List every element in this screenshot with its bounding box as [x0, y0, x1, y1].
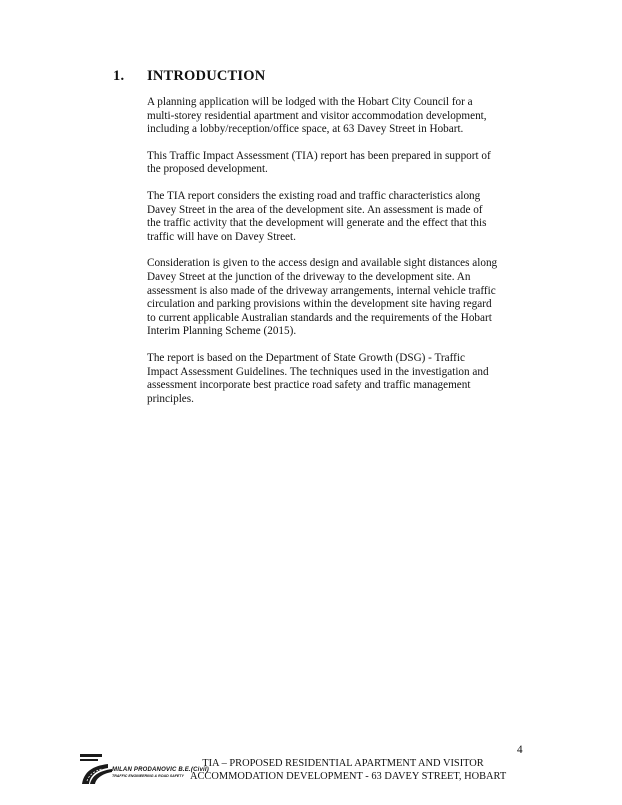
paragraph-line: the traffic activity that the development will generate and the effect that this — [147, 217, 487, 230]
paragraph-line: Impact Assessment Guidelines. The techniques used in the investigation and — [147, 365, 489, 378]
logo-name: MILAN PRODANOVIC B.E.(Civil) — [112, 767, 209, 773]
footer-title-line: ACCOMMODATION DEVELOPMENT - 63 DAVEY STREET, HOBART — [190, 770, 507, 782]
paragraph-line: circulation and parking provisions within the development site having regard — [147, 298, 492, 311]
paragraph-line: Interim Planning Scheme (2015). — [147, 325, 297, 338]
paragraph-line: traffic will have on Davey Street. — [147, 230, 296, 243]
section-number: 1. — [113, 68, 125, 84]
footer-title — [190, 758, 507, 783]
paragraph-line: assessment is also made of the driveway arrangements, internal vehicle traffic — [147, 284, 496, 297]
logo-tagline: TRAFFIC ENGINEERING & ROAD SAFETY — [112, 774, 184, 778]
paragraph-line: A planning application will be lodged with the Hobart City Council for a — [147, 96, 473, 108]
section-title: INTRODUCTION — [147, 68, 266, 84]
company-logo — [78, 752, 209, 786]
paragraph — [147, 190, 517, 244]
paragraph-line: Davey Street at the junction of the driveway to the development site. An — [147, 270, 471, 283]
paragraph — [147, 352, 517, 406]
page-number: 4 — [517, 744, 523, 756]
paragraph-line: Consideration is given to the access design and available sight distances along — [147, 257, 498, 270]
paragraph-line: including a lobby/reception/office space, at 63 Davey Street in Hobart. — [147, 123, 464, 136]
paragraph-line: assessment incorporate best practice road safety and traffic management — [147, 379, 471, 392]
paragraph-line: to current applicable Australian standards and the requirements of the Hobart — [147, 311, 492, 324]
paragraph-line: principles. — [147, 392, 194, 405]
paragraph-line: the proposed development. — [147, 163, 268, 176]
paragraph-line: multi-storey residential apartment and visitor accommodation development, — [147, 109, 487, 122]
section-heading — [113, 68, 265, 85]
paragraph-line: This Traffic Impact Assessment (TIA) report has been prepared in support of — [147, 149, 491, 162]
footer-title-line: TIA – PROPOSED RESIDENTIAL APARTMENT AND VISITOR — [202, 758, 484, 769]
paragraph-line: The TIA report considers the existing road and traffic characteristics along — [147, 189, 481, 202]
paragraph — [147, 150, 517, 177]
body-text — [147, 96, 517, 419]
paragraph-line: Davey Street in the area of the development site. An assessment is made of — [147, 203, 483, 216]
paragraph — [147, 96, 517, 137]
paragraph — [147, 257, 517, 339]
paragraph-line: The report is based on the Department of State Growth (DSG) - Traffic — [147, 351, 465, 364]
